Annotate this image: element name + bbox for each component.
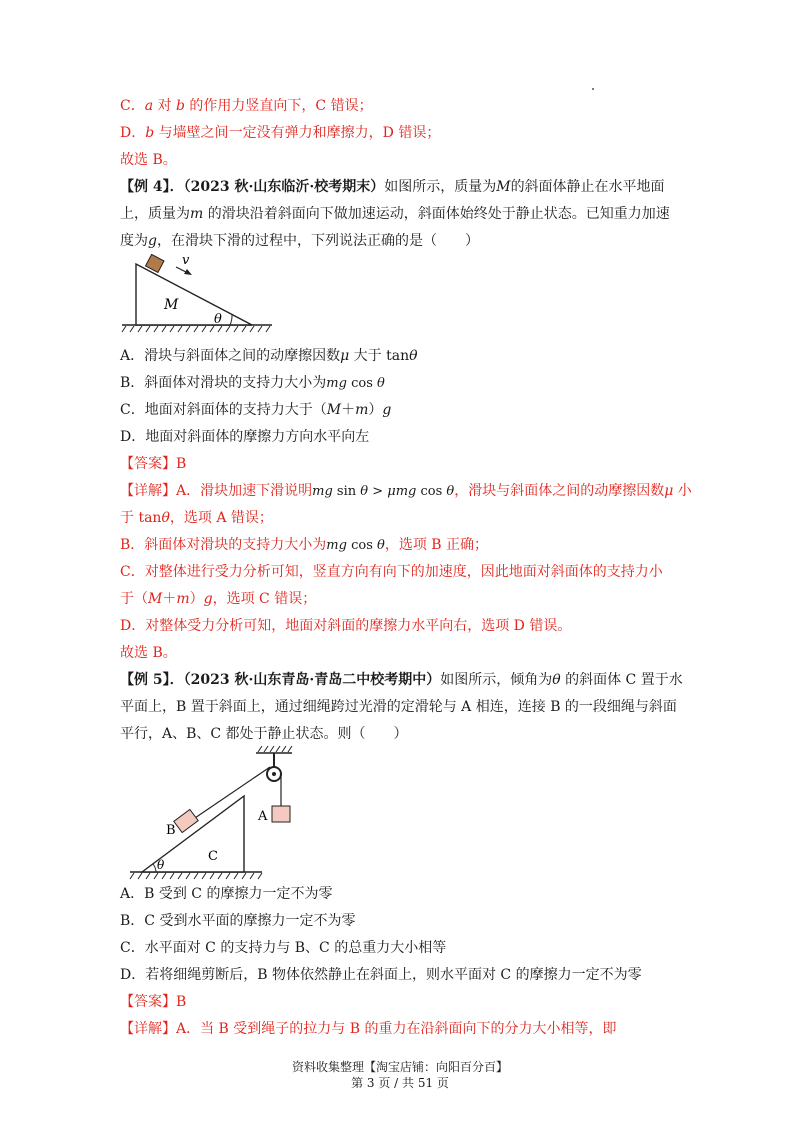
ex4-tag: 【例 4】．: [120, 179, 184, 195]
ceiling-hatch: [258, 746, 292, 752]
mass-label-M: M: [164, 297, 179, 313]
ex5-option-c: C．水平面对 C 的支持力与 B、C 的总重力大小相等: [120, 940, 447, 956]
prev-conclusion: 故选 B。: [120, 152, 177, 168]
prev-option-c: C．a 对 b 的作用力竖直向下，C 错误；: [120, 98, 373, 114]
ex4-detail-line6: D．对整体受力分析可知，地面对斜面的摩擦力水平向右，选项 D 错误。: [120, 618, 572, 634]
ex5-question-line2: 平面上，B 置于斜面上，通过细绳跨过光滑的定滑轮与 A 相连，连接 B 的一段细绳与斜面: [120, 699, 677, 715]
label-c: C: [208, 849, 218, 864]
angle-label: θ: [157, 858, 165, 872]
footer-source: 资料收集整理【淘宝店铺：向阳百分百】: [291, 1060, 508, 1074]
ex4-detail-line4: C．对整体进行受力分析可知，竖直方向有向下的加速度，因此地面对斜面体的支持力小: [120, 564, 663, 580]
ex5-question-line3: 平行，A、B、C 都处于静止状态。则（ ）: [120, 726, 408, 742]
ex4-answer: 【答案】B: [120, 456, 187, 472]
ex5-tag: 【例 5】．: [120, 672, 184, 688]
pulley-axle: [272, 772, 276, 776]
ex5-pulley-figure: [124, 744, 304, 880]
ex4-question-line3: 度为g，在滑块下滑的过程中，下列说法正确的是（ ）: [120, 233, 479, 249]
ex4-option-b: B．斜面体对滑块的支持力大小为mg cos θ: [120, 375, 385, 391]
ex5-option-a: A．B 受到 C 的摩擦力一定不为零: [120, 886, 333, 902]
ex4-option-a: A．滑块与斜面体之间的动摩擦因数μ 大于 tanθ: [120, 348, 418, 364]
ex4-detail-line2: 于 tanθ，选项 A 错误；: [120, 510, 273, 526]
ex4-option-c: C．地面对斜面体的支持力大于（M＋m）g: [120, 402, 392, 418]
ex5-answer: 【答案】B: [120, 994, 187, 1010]
ground-hatch: [130, 873, 262, 879]
ex4-incline-figure: [118, 252, 278, 338]
ex5-source: （2023 秋·山东青岛·青岛二中校考期中）: [183, 672, 441, 688]
prev-option-d: D．b 与墙壁之间一定没有弹力和摩擦力，D 错误；: [120, 125, 441, 141]
ex4-question-line1: 【例 4】．（2023 秋·山东临沂·校考期末）如图所示，质量为M的斜面体静止在水平地面: [120, 179, 665, 195]
stray-dot: [592, 88, 594, 90]
ground-hatch: [122, 326, 270, 332]
velocity-label: v: [182, 253, 190, 268]
ex4-detail-line1: 【详解】A．滑块加速下滑说明mg sin θ > μmg cos θ，滑块与斜面体之间的动摩擦因数μ 小: [120, 483, 692, 499]
ex5-option-b: B．C 受到水平面的摩擦力一定不为零: [120, 913, 356, 929]
ex5-option-d: D．若将细绳剪断后，B 物体依然静止在斜面上，则水平面对 C 的摩擦力一定不为零: [120, 967, 642, 983]
ex4-detail-line3: B．斜面体对滑块的支持力大小为mg cos θ，选项 B 正确；: [120, 537, 489, 553]
label-b: B: [166, 823, 176, 838]
ex5-question-line1: 【例 5】．（2023 秋·山东青岛·青岛二中校考期中）如图所示，倾角为θ 的斜面体 C 置于水: [120, 672, 683, 688]
ex4-detail-line5: 于（M＋m）g，选项 C 错误；: [120, 591, 317, 607]
block-b: [174, 809, 198, 832]
ex4-source: （2023 秋·山东临沂·校考期末）: [183, 179, 385, 195]
label-a: A: [258, 809, 268, 824]
ex4-option-d: D．地面对斜面体的摩擦力方向水平向左: [120, 429, 370, 445]
block-a: [272, 806, 290, 822]
ex4-conclusion: 故选 B。: [120, 645, 177, 661]
footer-page-number: 第 3 页 / 共 51 页: [351, 1076, 449, 1090]
ex4-question-line2: 上，质量为m 的滑块沿着斜面向下做加速运动，斜面体始终处于静止状态。已知重力加速: [120, 206, 670, 222]
angle-label: θ: [214, 312, 222, 327]
incline-body: [136, 264, 252, 325]
ex5-detail-line1: 【详解】A．当 B 受到绳子的拉力与 B 的重力在沿斜面向下的分力大小相等，即: [120, 1021, 617, 1037]
